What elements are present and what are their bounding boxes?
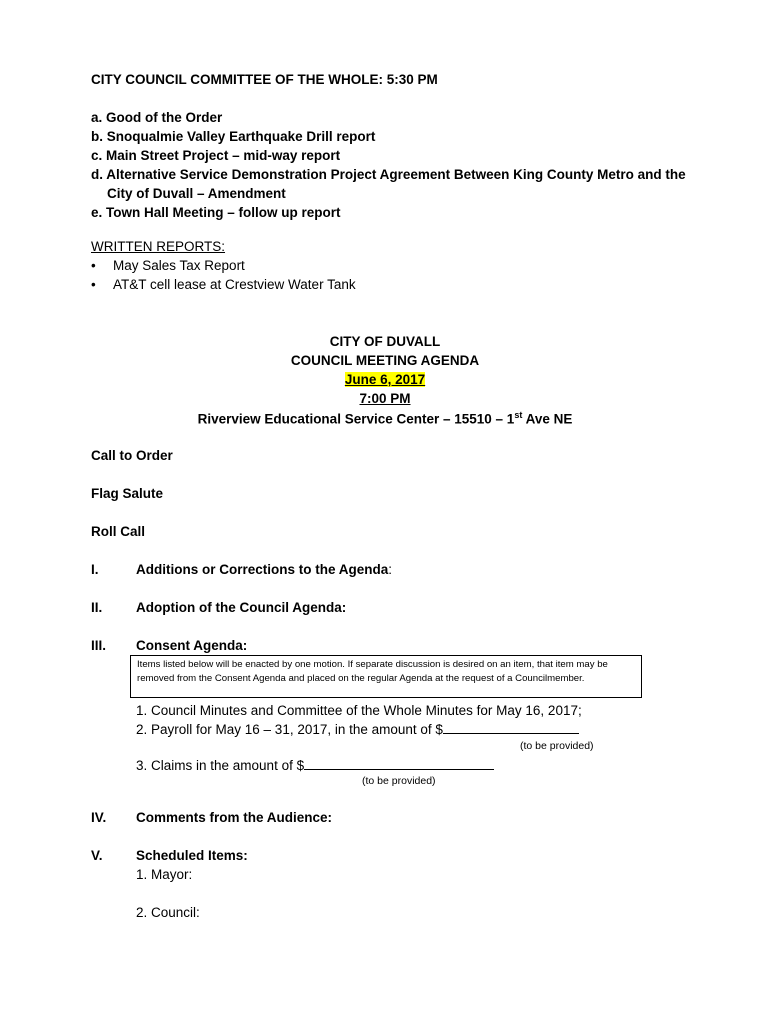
consent-item-text: 3. Claims in the amount of $ <box>136 758 305 773</box>
section-title-suffix: : <box>388 562 393 577</box>
committee-item-e <box>91 205 341 220</box>
location-prefix: Riverview Educational Service Center – 15510 – 1 <box>197 411 515 427</box>
written-report-item <box>91 258 245 273</box>
item-text: Good of the Order <box>106 110 223 125</box>
committee-item-a <box>91 110 222 125</box>
section-title-text: Additions or Corrections to the Agenda <box>136 562 389 577</box>
bullet-icon: • <box>91 258 96 273</box>
item-letter: b. <box>91 129 103 144</box>
flag-salute: Flag Salute <box>91 486 164 501</box>
agenda-date: June 6, 2017 <box>344 372 426 387</box>
to-be-provided-note: (to be provided) <box>520 740 594 752</box>
section-numeral: I. <box>91 562 99 577</box>
call-to-order: Call to Order <box>91 448 173 463</box>
consent-agenda-note: Items listed below will be enacted by one motion. If separate discussion is desired on an item, that item may be removed from the Consent Agenda and placed on the regular Agenda at the request of a Councilmember. <box>130 655 642 698</box>
item-text: Snoqualmie Valley Earthquake Drill report <box>106 129 376 144</box>
committee-item-b <box>91 129 375 144</box>
scheduled-item-mayor: 1. Mayor: <box>136 867 193 882</box>
claims-amount-blank <box>304 757 494 770</box>
section-numeral: II. <box>91 600 103 615</box>
committee-item-c <box>91 148 340 163</box>
item-letter: a. <box>91 110 103 125</box>
item-letter: d. <box>91 167 103 182</box>
consent-item-claims <box>136 757 494 773</box>
agenda-date-line <box>0 372 770 387</box>
consent-item-payroll <box>136 721 579 737</box>
committee-item-d-continuation: City of Duvall – Amendment <box>107 186 286 201</box>
section-4-title: Comments from the Audience: <box>136 810 333 825</box>
item-letter: c. <box>91 148 103 163</box>
to-be-provided-note: (to be provided) <box>362 775 436 787</box>
agenda-location <box>0 410 770 427</box>
written-report-item <box>91 277 356 292</box>
written-report-text: May Sales Tax Report <box>113 258 245 273</box>
section-numeral: IV. <box>91 810 107 825</box>
location-suffix: Ave NE <box>522 411 573 427</box>
section-3-title: Consent Agenda: <box>136 638 248 653</box>
bullet-icon: • <box>91 277 96 292</box>
section-5-title: Scheduled Items: <box>136 848 248 863</box>
section-numeral: III. <box>91 638 107 653</box>
item-text: Town Hall Meeting – follow up report <box>106 205 341 220</box>
item-text: Alternative Service Demonstration Project Agreement Between King County Metro and the <box>106 167 686 182</box>
scheduled-item-council: 2. Council: <box>136 905 200 920</box>
section-numeral: V. <box>91 848 103 863</box>
consent-item-text: 2. Payroll for May 16 – 31, 2017, in the amount of $ <box>136 722 443 737</box>
section-1-title <box>136 562 392 577</box>
item-letter: e. <box>91 205 103 220</box>
section-2-title: Adoption of the Council Agenda: <box>136 600 347 615</box>
item-text: Main Street Project – mid-way report <box>106 148 341 163</box>
agenda-time: 7:00 PM <box>359 391 411 406</box>
agenda-city: CITY OF DUVALL <box>329 334 441 349</box>
committee-item-d <box>91 167 686 182</box>
committee-title: CITY COUNCIL COMMITTEE OF THE WHOLE: 5:30 PM <box>91 72 438 87</box>
payroll-amount-blank <box>443 721 579 734</box>
agenda-time-line <box>0 391 770 406</box>
written-reports-heading: WRITTEN REPORTS: <box>91 239 226 254</box>
agenda-title: COUNCIL MEETING AGENDA <box>290 353 480 368</box>
written-report-text: AT&T cell lease at Crestview Water Tank <box>113 277 356 292</box>
roll-call: Roll Call <box>91 524 146 539</box>
location-sup: st <box>514 410 523 420</box>
consent-item-minutes: 1. Council Minutes and Committee of the Whole Minutes for May 16, 2017; <box>136 703 582 718</box>
